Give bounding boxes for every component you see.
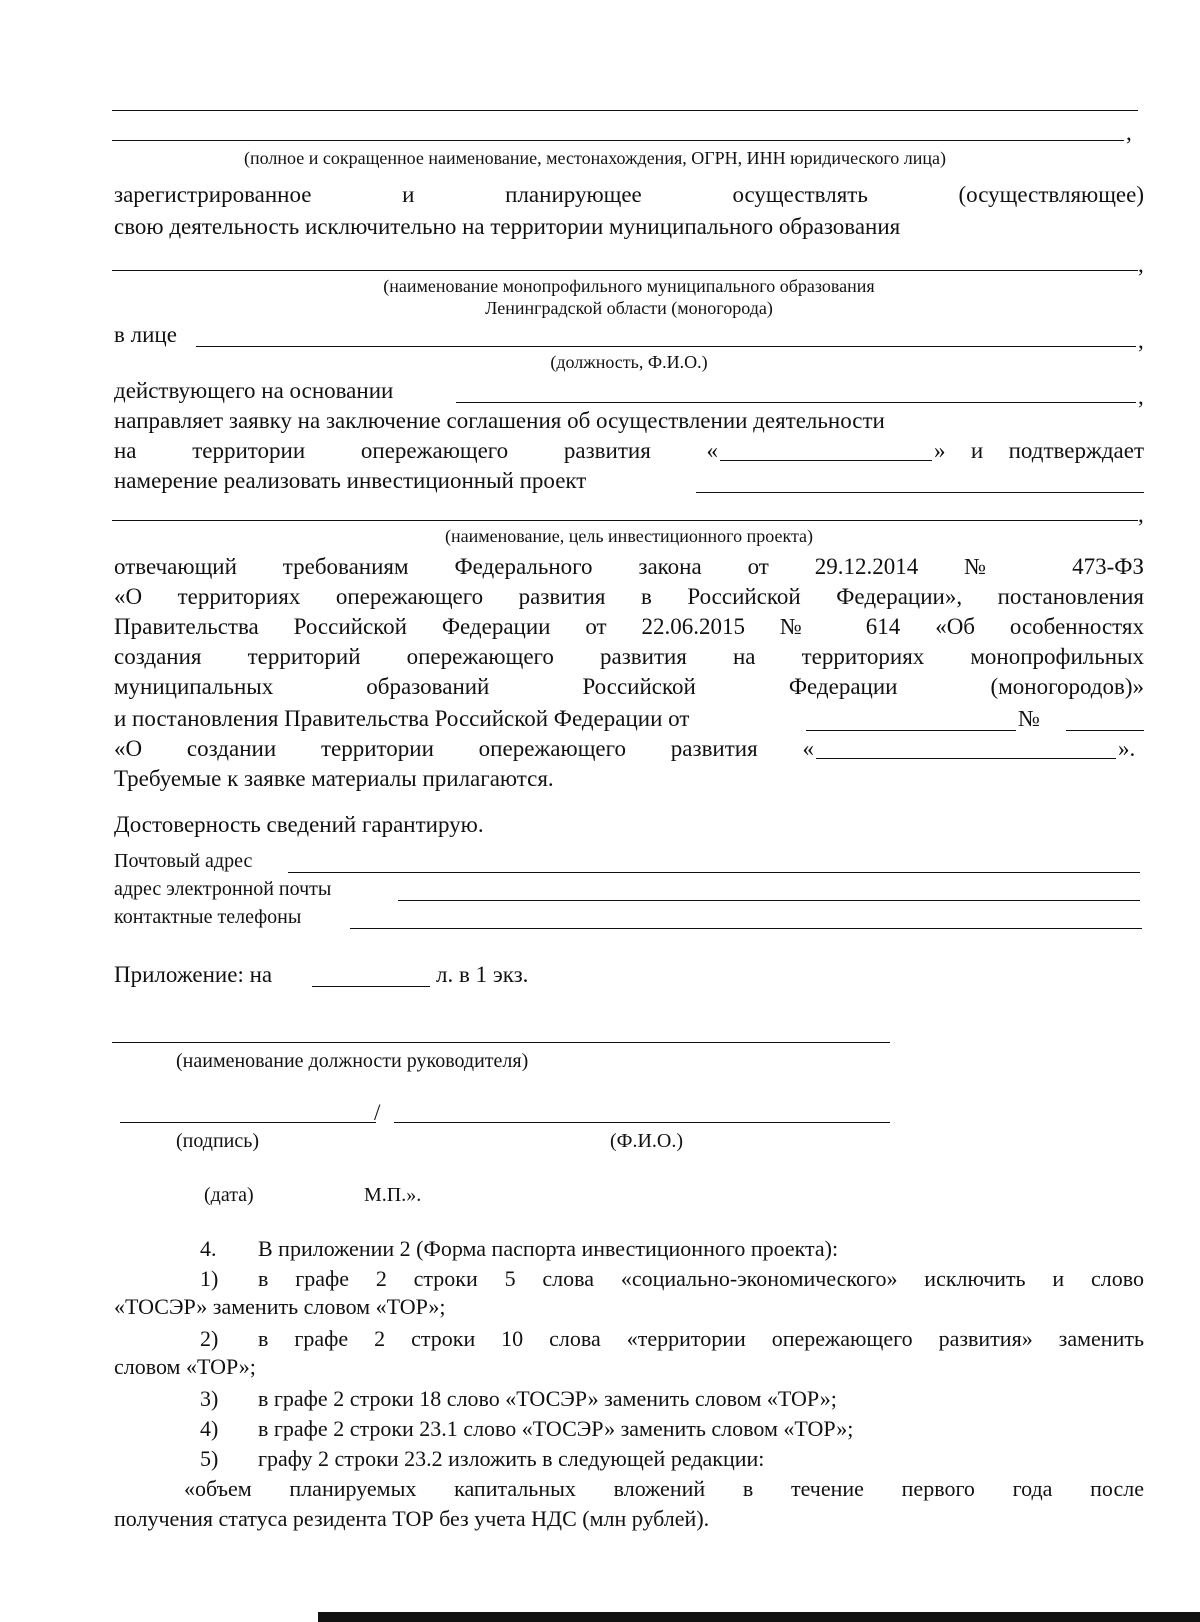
decree-line-start: и постановления Правительства Российской Федерации от xyxy=(114,706,690,731)
law-line-4: создания территорий опережающего развития на территориях монопрофильных xyxy=(114,644,1144,669)
blank-line-postal-address xyxy=(288,872,1140,873)
territory-line xyxy=(114,436,1144,466)
item-number: 4. xyxy=(200,1236,217,1261)
blank-line-municipality xyxy=(112,270,1138,271)
creation-line xyxy=(114,734,1144,764)
caption-signature: (подпись) xyxy=(176,1130,260,1152)
blank-line-decree-date xyxy=(806,730,1016,731)
law-line-1: отвечающий требованиям Федерального закона от 29.12.2014 № 473-ФЗ xyxy=(114,554,1144,579)
materials-attached: Требуемые к заявке материалы прилагаются. xyxy=(114,766,554,791)
label-acting-basis: действующего на основании xyxy=(114,378,394,403)
caption-monotown-2: Ленинградской области (моногорода) xyxy=(485,298,773,318)
item-number: 3) xyxy=(200,1386,219,1411)
quote-line-1: «объем планируемых капитальных вложений в течение первого года после xyxy=(184,1476,1144,1501)
label-email: адрес электронной почты xyxy=(114,878,332,900)
blank-line-fio xyxy=(394,1122,890,1123)
blank-line-head-position xyxy=(112,1042,890,1043)
decree-number-sign: № xyxy=(1018,706,1040,731)
label-phones: контактные телефоны xyxy=(114,906,302,928)
blank-line-entity-1 xyxy=(112,110,1138,111)
item-text: в графе 2 строки 10 слова «территории опережающего развития» заменить xyxy=(258,1326,1144,1351)
item-text: в графе 2 строки 23.1 слово «ТОСЭР» заменить словом «ТОР»; xyxy=(258,1416,854,1441)
quote-line-2: получения статуса резидента ТОР без учета НДС (млн рублей). xyxy=(114,1506,710,1531)
blank-line-project xyxy=(696,492,1144,493)
caption-date: (дата) xyxy=(204,1184,254,1206)
item-number: 2) xyxy=(200,1326,219,1351)
item-continuation: «ТОСЭР» заменить словом «ТОР»; xyxy=(114,1294,446,1319)
blank-line-person xyxy=(196,346,1136,347)
blank-line-creation-name xyxy=(816,758,1116,759)
territory-line-end: » и подтверждает xyxy=(934,438,1144,463)
stamp-place: М.П.». xyxy=(364,1184,422,1206)
blank-line-territory-name xyxy=(720,460,932,461)
blank-line-basis xyxy=(456,402,1136,403)
attachment-start: Приложение: на xyxy=(114,962,273,987)
paragraph-registered: зарегистрированное и планирующее осуществлять (осуществляющее) xyxy=(114,182,1144,207)
comma: , xyxy=(1138,252,1144,277)
law-line-3: Правительства Российской Федерации от 22.06.2015 № 614 «Об особенностях xyxy=(114,614,1144,639)
blank-line-decree-number xyxy=(1066,730,1144,731)
slash: / xyxy=(374,1100,381,1125)
caption-legal-entity: (полное и сокращенное наименование, местонахождения, ОГРН, ИНН юридического лица) xyxy=(244,148,946,168)
blank-line-email xyxy=(398,900,1140,901)
label-postal-address: Почтовый адрес xyxy=(114,850,253,872)
blank-line-signature xyxy=(120,1122,376,1123)
blank-line-project-2 xyxy=(112,520,1138,521)
caption-monotown-1: (наименование монопрофильного муниципального образования xyxy=(383,276,875,296)
comma: , xyxy=(1138,328,1144,353)
item-text: В приложении 2 (Форма паспорта инвестиционного проекта): xyxy=(258,1236,839,1261)
creation-line-start: «О создании территории опережающего развития « xyxy=(114,736,814,761)
caption-head-position: (наименование должности руководителя) xyxy=(176,1050,529,1072)
caption-position-fio: (должность, Ф.И.О.) xyxy=(550,352,708,372)
caption-fio: (Ф.И.О.) xyxy=(610,1130,684,1152)
item-text: в графе 2 строки 5 слова «социально-экономического» исключить и слово xyxy=(258,1266,1144,1291)
law-line-5: муниципальных образований Российской Федерации (моногородов)» xyxy=(114,674,1144,699)
label-intent: намерение реализовать инвестиционный проект xyxy=(114,468,587,493)
blank-line-phones xyxy=(350,928,1142,929)
item-continuation: словом «ТОР»; xyxy=(114,1354,256,1379)
territory-line-start: на территории опережающего развития « xyxy=(114,438,718,463)
comma: , xyxy=(1138,384,1144,409)
label-in-person: в лице xyxy=(114,322,177,347)
item-number: 4) xyxy=(200,1416,219,1441)
comma: , xyxy=(1138,502,1144,527)
caption-project: (наименование, цель инвестиционного проекта) xyxy=(444,526,814,546)
blank-line-entity-2 xyxy=(112,140,1124,141)
law-line-2: «О территориях опережающего развития в Российской Федерации», постановления xyxy=(114,584,1144,609)
attachment-end: л. в 1 экз. xyxy=(436,962,529,987)
paragraph-sends-request: направляет заявку на заключение соглашения об осуществлении деятельности xyxy=(114,408,885,433)
comma: , xyxy=(1126,120,1132,145)
item-number: 5) xyxy=(200,1446,219,1471)
item-text: графу 2 строки 23.2 изложить в следующей редакции: xyxy=(258,1446,765,1471)
reliability-statement: Достоверность сведений гарантирую. xyxy=(114,812,484,837)
item-number: 1) xyxy=(200,1266,219,1291)
item-text: в графе 2 строки 18 слово «ТОСЭР» заменить словом «ТОР»; xyxy=(258,1386,837,1411)
scan-edge-bar xyxy=(318,1612,1200,1622)
blank-line-attachment-sheets xyxy=(312,986,430,987)
creation-line-end: ». xyxy=(1118,736,1136,761)
paragraph-activity: свою деятельность исключительно на территории муниципального образования xyxy=(114,214,901,239)
